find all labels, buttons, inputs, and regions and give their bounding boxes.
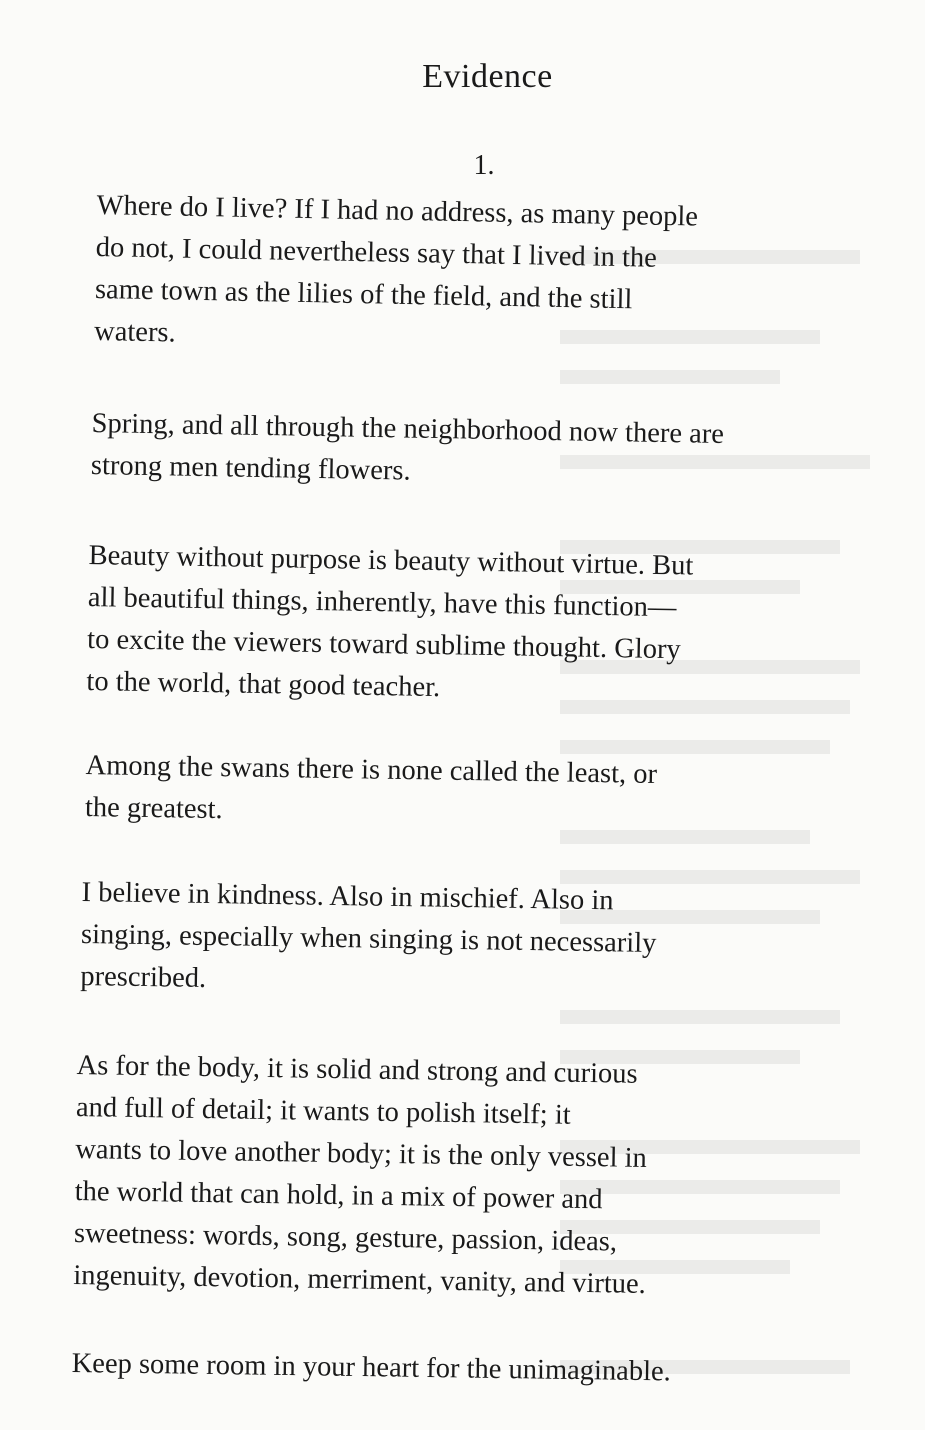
poem-line: sweetness: words, song, gesture, passion, ideas, — [73, 1217, 618, 1258]
poem-line: Keep some room in your heart for the unimaginable. — [71, 1347, 671, 1388]
poem-line: Spring, and all through the neighborhood now there are — [91, 407, 725, 451]
stanza — [94, 185, 699, 365]
stanza — [91, 403, 725, 498]
stanza — [80, 872, 657, 1007]
poem-line: do not, I could nevertheless say that I lived in the — [95, 231, 658, 274]
poem-line: the world that can hold, in a mix of power and — [74, 1175, 603, 1216]
poem-line: all beautiful things, inherently, have this function— — [87, 581, 677, 624]
poem-line: waters. — [93, 315, 176, 349]
poem-line: prescribed. — [80, 960, 207, 994]
stanza — [85, 745, 658, 838]
poem-line: I believe in kindness. Also in mischief. Also in — [81, 876, 614, 917]
poem-line: the greatest. — [84, 791, 223, 826]
stanza — [86, 535, 694, 714]
poem-line: singing, especially when singing is not necessarily — [80, 918, 657, 960]
poem-line: ingenuity, devotion, merriment, vanity, and virtue. — [73, 1259, 647, 1300]
poem-line: strong men tending flowers. — [90, 449, 411, 487]
stanza — [71, 1343, 671, 1393]
poem-line: Among the swans there is none called the least, or — [85, 749, 658, 790]
poem-line: to the world, that good teacher. — [86, 665, 441, 704]
poem-line: wants to love another body; it is the only vessel in — [75, 1133, 648, 1174]
poem-line: Where do I live? If I had no address, as many people — [96, 189, 699, 233]
section-number: 1. — [473, 150, 495, 181]
poem-line: and full of detail; it wants to polish itself; it — [75, 1091, 571, 1131]
poem-line: As for the body, it is solid and strong and curious — [76, 1049, 638, 1090]
poem-title: Evidence — [422, 58, 553, 95]
poem-line: to excite the viewers toward sublime thought. Glory — [86, 623, 681, 666]
poem-line: same town as the lilies of the field, and the still — [94, 273, 633, 316]
poem-line: Beauty without purpose is beauty without virtue. But — [88, 539, 694, 582]
stanza — [73, 1045, 649, 1306]
